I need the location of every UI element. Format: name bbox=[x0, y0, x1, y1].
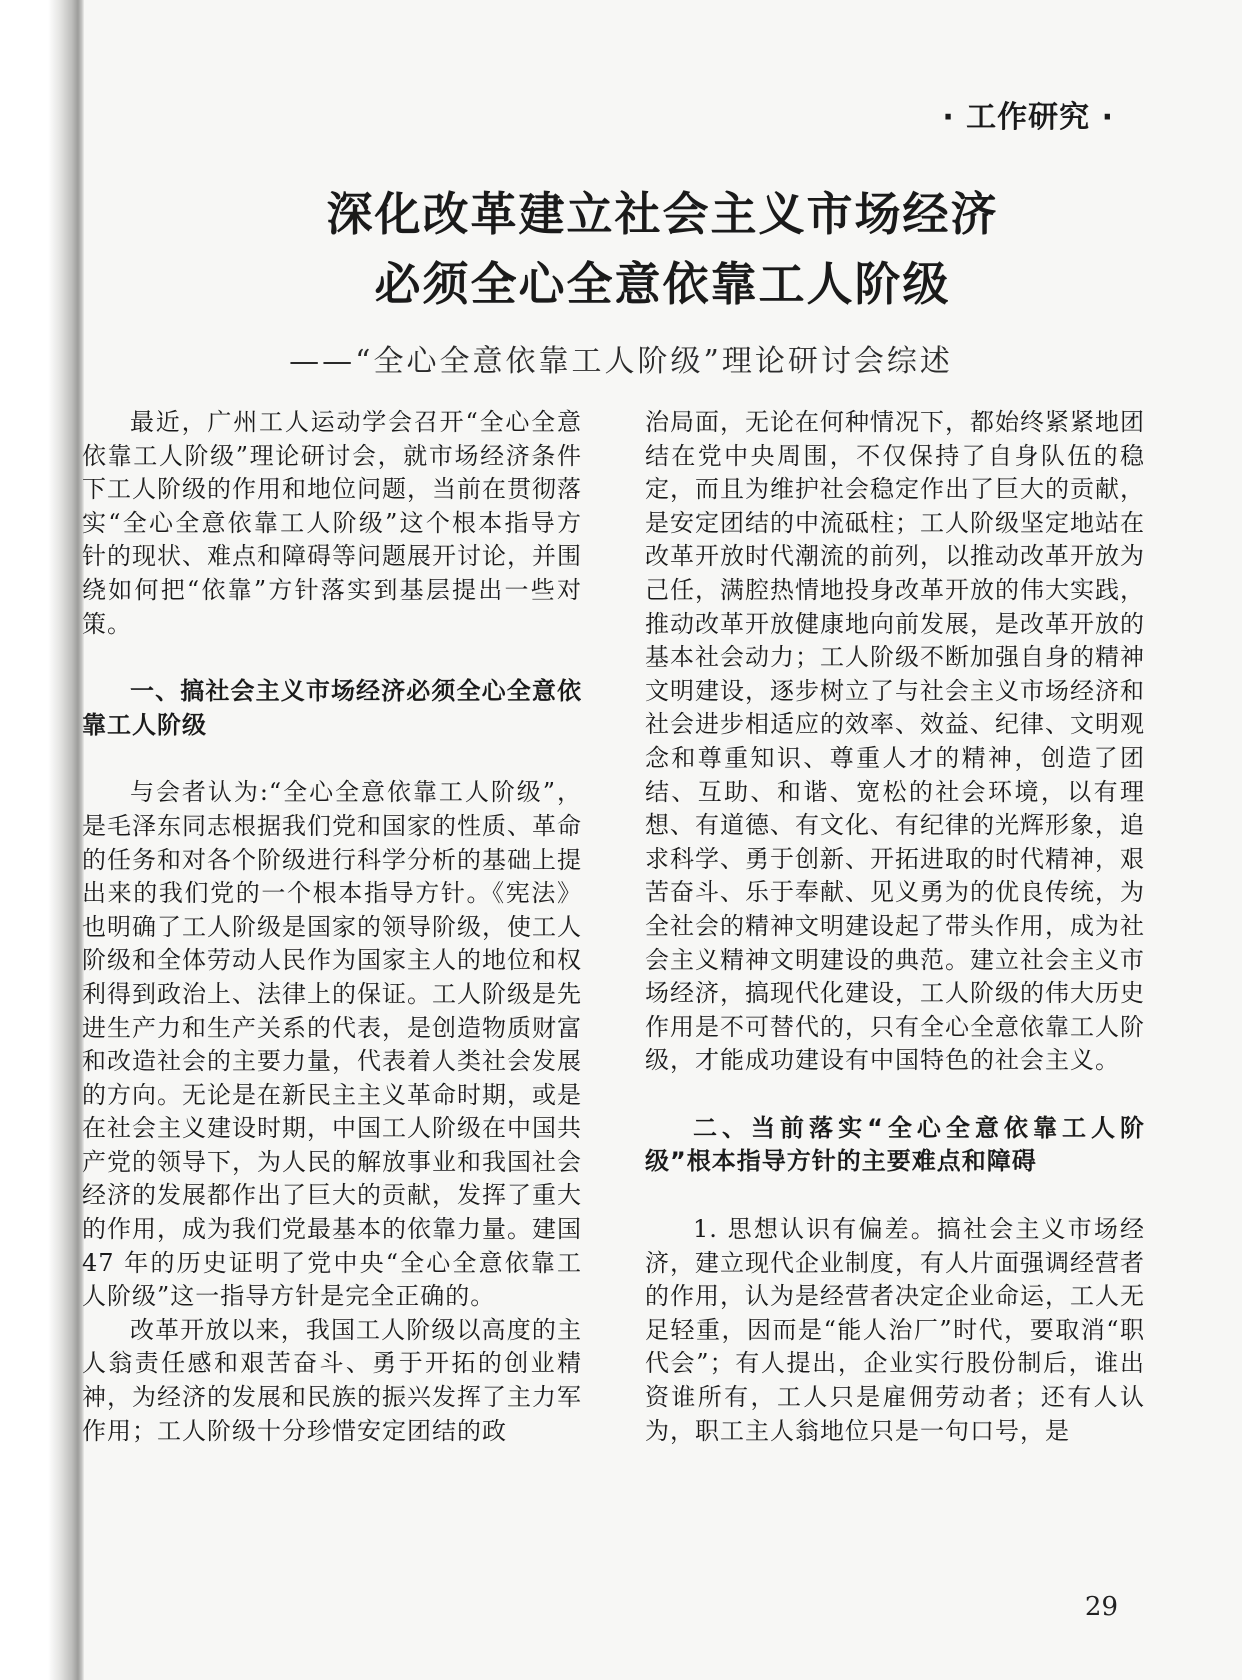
right-column bbox=[645, 406, 1145, 1448]
body-paragraph: 1. 思想认识有偏差。搞社会主义市场经济，建立现代企业制度，有人片面强调经营者的作用，认为是经营者决定企业命运，工人无足轻重，因而是“能人治厂”时代，要取消“职代会”；有人提出，企业实行股份制后，谁出资谁所有，工人只是雇佣劳动者；还有人认为，职工主人翁地位只是一句口号，是 bbox=[645, 1215, 1145, 1445]
body-paragraph: 与会者认为:“全心全意依靠工人阶级”，是毛泽东同志根据我们党和国家的性质、革命的任务和对各个阶级进行科学分析的基础上提出来的我们党的一个根本指导方针。《宪法》也明确了工人阶级是国家的领导阶级，使工人阶级和全体劳动人民作为国家主人的地位和权利得到政治上、法律上的保证。工人阶级是先进生产力和生产关系的代表，是创造物质财富和改造社会的主要力量，代表着人类社会发展的方向。无论是在新民主主义革命时期，或是在社会主义建设时期，中国工人阶级在中国共产党的领导下，为人民的解放事业和我国社会经济的发展都作出了巨大的贡献，发挥了重大的作用，成为我们党最基本的依靠力量。建国 47 年的历史证明了党中央“全心全意依靠工人阶级”这一指导方针是完全正确的。 bbox=[82, 778, 582, 1311]
section-heading-2: 二、当前落实“全心全意依靠工人阶级”根本指导方针的主要难点和障碍 bbox=[645, 1113, 1145, 1176]
article-title-line-1: 深化改革建立社会主义市场经济 bbox=[326, 187, 999, 241]
left-column bbox=[82, 406, 582, 1448]
body-paragraph-continued: 治局面，无论在何种情况下，都始终紧紧地团结在党中央周围，不仅保持了自身队伍的稳定，而且为维护社会稳定作出了巨大的贡献，是安定团结的中流砥柱；工人阶级坚定地站在改革开放时代潮流的前列，以推动改革开放为己任，满腔热情地投身改革开放的伟大实践，推动改革开放健康地向前发展，是改革开放的基本社会动力；工人阶级不断加强自身的精神文明建设，逐步树立了与社会主义市场经济和社会进步相适应的效率、效益、纪律、文明观念和尊重知识、尊重人才的精神，创造了团结、互助、和谐、宽松的社会环境，以有理想、有道德、有文化、有纪律的光辉形象，追求科学、勇于创新、开拓进取的时代精神，艰苦奋斗、乐于奉献、见义勇为的优良传统，为全社会的精神文明建设起了带头作用，成为社会主义精神文明建设的典范。建立社会主义市场经济，搞现代化建设，工人阶级的伟大历史作用是不可替代的，只有全心全意依靠工人阶级，才能成功建设有中国特色的社会主义。 bbox=[645, 408, 1145, 1075]
article-subtitle: ——“全心全意依靠工人阶级”理论研讨会综述 bbox=[289, 344, 953, 379]
body-paragraph: 改革开放以来，我国工人阶级以高度的主人翁责任感和艰苦奋斗、勇于开拓的创业精神，为经济的发展和民族的振兴发挥了主力军作用；工人阶级十分珍惜安定团结的政 bbox=[82, 1315, 582, 1445]
binding-gutter bbox=[0, 0, 84, 1680]
section-tag: · 工作研究 · bbox=[942, 100, 1114, 135]
article-title-line-2: 必须全心全意依靠工人阶级 bbox=[374, 257, 951, 311]
page-number: 29 bbox=[1084, 1592, 1118, 1622]
intro-paragraph: 最近，广州工人运动学会召开“全心全意依靠工人阶级”理论研讨会，就市场经济条件下工人阶级的作用和地位问题，当前在贯彻落实“全心全意依靠工人阶级”这个根本指导方针的现状、难点和障碍等问题展开讨论，并围绕如何把“依靠”方针落实到基层提出一些对策。 bbox=[82, 408, 582, 638]
section-heading-1: 一、搞社会主义市场经济必须全心全意依靠工人阶级 bbox=[82, 677, 582, 739]
